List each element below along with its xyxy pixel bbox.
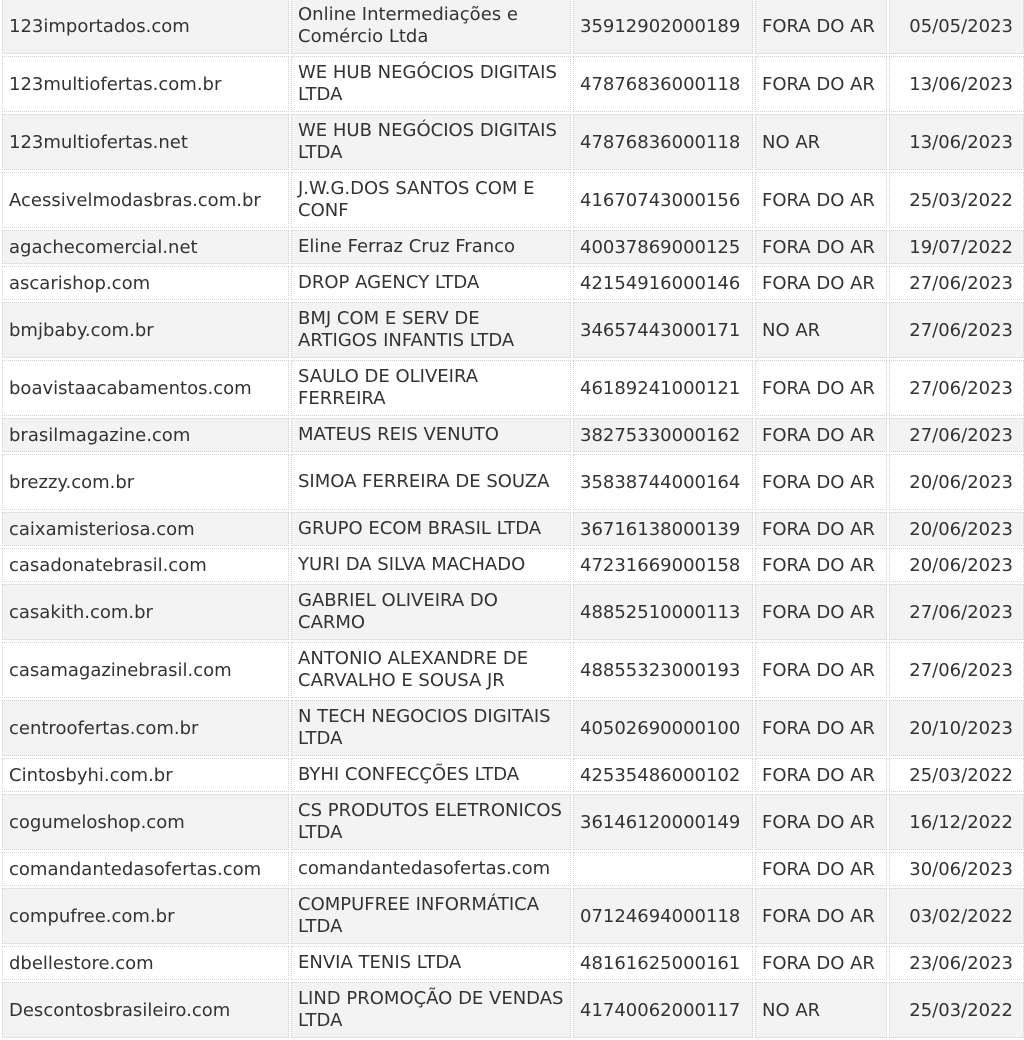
company-cell: ANTONIO ALEXANDRE DE CARVALHO E SOUSA JR <box>291 642 571 698</box>
company-cell: J.W.G.DOS SANTOS COM E CONF <box>291 172 571 228</box>
site-cell: brasilmagazine.com <box>2 418 289 452</box>
site-cell: casakith.com.br <box>2 584 289 640</box>
status-cell: FORA DO AR <box>755 946 887 980</box>
company-cell: COMPUFREE INFORMÁTICA LTDA <box>291 888 571 944</box>
company-cell: Online Intermediações e Comércio Ltda <box>291 0 571 54</box>
status-cell: FORA DO AR <box>755 700 887 756</box>
date-cell: 13/06/2023 <box>889 114 1024 170</box>
cnpj-cell: 48852510000113 <box>573 584 753 640</box>
company-cell: GRUPO ECOM BRASIL LTDA <box>291 512 571 546</box>
company-cell: BMJ COM E SERV DE ARTIGOS INFANTIS LTDA <box>291 302 571 358</box>
status-cell: FORA DO AR <box>755 794 887 850</box>
date-cell: 25/03/2022 <box>889 172 1024 228</box>
date-cell: 27/06/2023 <box>889 360 1024 416</box>
table-row <box>2 454 1024 510</box>
site-cell: ascarishop.com <box>2 266 289 300</box>
status-cell: FORA DO AR <box>755 454 887 510</box>
cnpj-cell: 42535486000102 <box>573 758 753 792</box>
cnpj-cell: 41670743000156 <box>573 172 753 228</box>
site-cell: caixamisteriosa.com <box>2 512 289 546</box>
cnpj-cell: 40502690000100 <box>573 700 753 756</box>
company-cell: BYHI CONFECÇÕES LTDA <box>291 758 571 792</box>
status-cell: FORA DO AR <box>755 56 887 112</box>
table-row <box>2 794 1024 850</box>
date-cell: 30/06/2023 <box>889 852 1024 886</box>
cnpj-cell: 48855323000193 <box>573 642 753 698</box>
cnpj-cell: 07124694000118 <box>573 888 753 944</box>
date-cell: 20/10/2023 <box>889 700 1024 756</box>
table-row <box>2 230 1024 264</box>
company-cell: ENVIA TENIS LTDA <box>291 946 571 980</box>
company-cell: comandantedasofertas.com <box>291 852 571 886</box>
date-cell: 20/06/2023 <box>889 512 1024 546</box>
table-row <box>2 758 1024 792</box>
company-cell: Eline Ferraz Cruz Franco <box>291 230 571 264</box>
cnpj-cell: 40037869000125 <box>573 230 753 264</box>
status-cell: FORA DO AR <box>755 418 887 452</box>
status-cell: NO AR <box>755 114 887 170</box>
company-cell: LIND PROMOÇÃO DE VENDAS LTDA <box>291 982 571 1038</box>
table-row <box>2 418 1024 452</box>
cnpj-cell: 47876836000118 <box>573 56 753 112</box>
site-cell: casamagazinebrasil.com <box>2 642 289 698</box>
site-cell: bmjbaby.com.br <box>2 302 289 358</box>
status-cell: FORA DO AR <box>755 230 887 264</box>
site-cell: cogumeloshop.com <box>2 794 289 850</box>
date-cell: 27/06/2023 <box>889 584 1024 640</box>
cnpj-cell: 36716138000139 <box>573 512 753 546</box>
site-cell: 123multiofertas.com.br <box>2 56 289 112</box>
site-cell: Descontosbrasileiro.com <box>2 982 289 1038</box>
table-row <box>2 302 1024 358</box>
cnpj-cell: 47231669000158 <box>573 548 753 582</box>
date-cell: 27/06/2023 <box>889 266 1024 300</box>
cnpj-cell: 36146120000149 <box>573 794 753 850</box>
table-row <box>2 700 1024 756</box>
site-cell: casadonatebrasil.com <box>2 548 289 582</box>
site-cell: brezzy.com.br <box>2 454 289 510</box>
table-row <box>2 548 1024 582</box>
table-row <box>2 852 1024 886</box>
site-cell: boavistaacabamentos.com <box>2 360 289 416</box>
cnpj-cell: 47876836000118 <box>573 114 753 170</box>
status-cell: FORA DO AR <box>755 512 887 546</box>
site-cell: agachecomercial.net <box>2 230 289 264</box>
table-row <box>2 56 1024 112</box>
status-cell: NO AR <box>755 302 887 358</box>
status-cell: FORA DO AR <box>755 584 887 640</box>
table-row <box>2 642 1024 698</box>
cnpj-cell: 48161625000161 <box>573 946 753 980</box>
company-cell: YURI DA SILVA MACHADO <box>291 548 571 582</box>
status-cell: FORA DO AR <box>755 852 887 886</box>
date-cell: 20/06/2023 <box>889 454 1024 510</box>
date-cell: 03/02/2022 <box>889 888 1024 944</box>
table-row <box>2 512 1024 546</box>
cnpj-cell: 42154916000146 <box>573 266 753 300</box>
site-cell: comandantedasofertas.com <box>2 852 289 886</box>
company-cell: SAULO DE OLIVEIRA FERREIRA <box>291 360 571 416</box>
cnpj-cell: 35838744000164 <box>573 454 753 510</box>
table-row <box>2 114 1024 170</box>
company-cell: SIMOA FERREIRA DE SOUZA <box>291 454 571 510</box>
site-cell: Acessivelmodasbras.com.br <box>2 172 289 228</box>
site-cell: centroofertas.com.br <box>2 700 289 756</box>
date-cell: 27/06/2023 <box>889 302 1024 358</box>
sites-table-body <box>2 0 1024 1038</box>
company-cell: GABRIEL OLIVEIRA DO CARMO <box>291 584 571 640</box>
table-row <box>2 360 1024 416</box>
table-row <box>2 584 1024 640</box>
cnpj-cell <box>573 852 753 886</box>
cnpj-cell: 34657443000171 <box>573 302 753 358</box>
table-row <box>2 888 1024 944</box>
table-row <box>2 0 1024 54</box>
cnpj-cell: 46189241000121 <box>573 360 753 416</box>
cnpj-cell: 35912902000189 <box>573 0 753 54</box>
site-cell: 123importados.com <box>2 0 289 54</box>
site-cell: Cintosbyhi.com.br <box>2 758 289 792</box>
date-cell: 23/06/2023 <box>889 946 1024 980</box>
table-row <box>2 266 1024 300</box>
status-cell: NO AR <box>755 982 887 1038</box>
date-cell: 25/03/2022 <box>889 758 1024 792</box>
cnpj-cell: 41740062000117 <box>573 982 753 1038</box>
status-cell: FORA DO AR <box>755 642 887 698</box>
company-cell: CS PRODUTOS ELETRONICOS LTDA <box>291 794 571 850</box>
date-cell: 27/06/2023 <box>889 418 1024 452</box>
table-row <box>2 172 1024 228</box>
status-cell: FORA DO AR <box>755 888 887 944</box>
company-cell: WE HUB NEGÓCIOS DIGITAIS LTDA <box>291 56 571 112</box>
status-cell: FORA DO AR <box>755 172 887 228</box>
site-cell: 123multiofertas.net <box>2 114 289 170</box>
company-cell: MATEUS REIS VENUTO <box>291 418 571 452</box>
site-cell: compufree.com.br <box>2 888 289 944</box>
site-cell: dbellestore.com <box>2 946 289 980</box>
company-cell: N TECH NEGOCIOS DIGITAIS LTDA <box>291 700 571 756</box>
table-row <box>2 946 1024 980</box>
date-cell: 19/07/2022 <box>889 230 1024 264</box>
date-cell: 25/03/2022 <box>889 982 1024 1038</box>
date-cell: 13/06/2023 <box>889 56 1024 112</box>
company-cell: WE HUB NEGÓCIOS DIGITAIS LTDA <box>291 114 571 170</box>
date-cell: 20/06/2023 <box>889 548 1024 582</box>
date-cell: 16/12/2022 <box>889 794 1024 850</box>
status-cell: FORA DO AR <box>755 0 887 54</box>
cnpj-cell: 38275330000162 <box>573 418 753 452</box>
status-cell: FORA DO AR <box>755 548 887 582</box>
status-cell: FORA DO AR <box>755 360 887 416</box>
date-cell: 05/05/2023 <box>889 0 1024 54</box>
company-cell: DROP AGENCY LTDA <box>291 266 571 300</box>
status-cell: FORA DO AR <box>755 266 887 300</box>
date-cell: 27/06/2023 <box>889 642 1024 698</box>
status-cell: FORA DO AR <box>755 758 887 792</box>
table-row <box>2 982 1024 1038</box>
